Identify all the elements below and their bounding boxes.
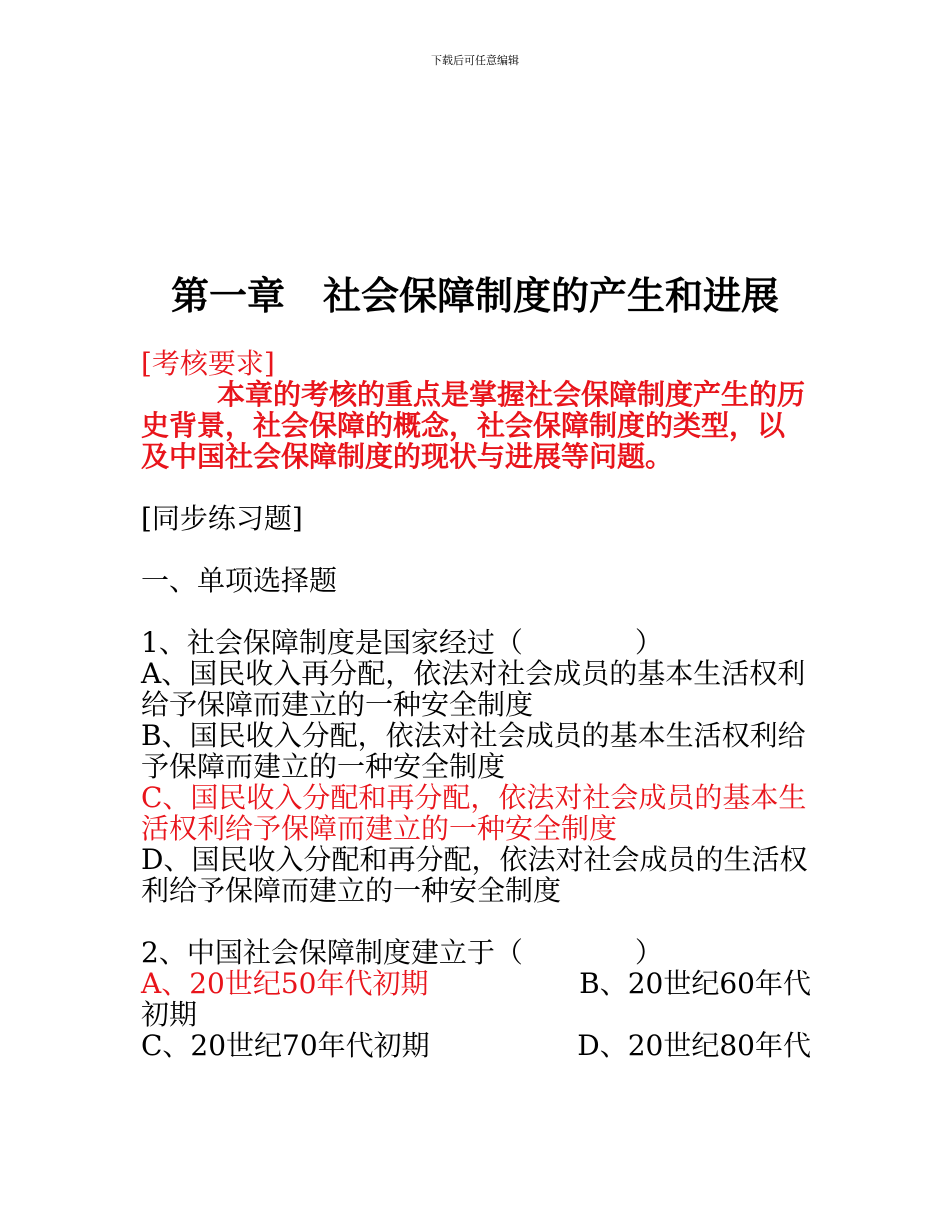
question-2-option-c: C、20世纪70年代初期 xyxy=(141,1029,430,1062)
section-heading: 一、单项选择题 xyxy=(141,564,338,597)
spacer xyxy=(141,596,811,627)
assessment-body: 本章的考核的重点是掌握社会保障制度产生的历史背景，社会保障的概念，社会保障制度的类型，以及中国社会保障制度的现状与进展等问题。 xyxy=(141,378,806,473)
spacer xyxy=(141,472,811,503)
header-note: 下载后可任意编辑 xyxy=(431,54,519,67)
question-2-option-b: B、20世纪60年代 xyxy=(579,967,811,1000)
question-1-option-c: C、国民收入分配和再分配，依法对社会成员的基本生活权利给予保障而建立的一种安全制度 xyxy=(141,781,807,845)
spacer xyxy=(141,906,811,937)
question-2-option-d: D、20世纪80年代 xyxy=(577,1029,811,1062)
exercises-heading: [同步练习题] xyxy=(141,502,303,535)
question-1-option-a: A、国民收入再分配，依法对社会成员的基本生活权利给予保障而建立的一种安全制度 xyxy=(141,657,806,721)
chapter-title: 第一章 社会保障制度的产生和进展 xyxy=(170,274,779,318)
spacer xyxy=(141,534,811,565)
question-2-option-row-cd xyxy=(141,1030,811,1061)
question-2-option-a: A、20世纪50年代初期 xyxy=(141,967,429,1000)
question-2-option-row-ab xyxy=(141,968,811,999)
document-body xyxy=(141,348,811,1061)
assessment-heading: [考核要求] xyxy=(141,347,275,380)
question-2-stem: 2、中国社会保障制度建立于（ ） xyxy=(141,936,663,969)
question-1-option-b: B、国民收入分配，依法对社会成员的基本生活权利给予保障而建立的一种安全制度 xyxy=(141,719,806,783)
question-2-option-b-continued: 初期 xyxy=(141,998,198,1031)
question-1-stem: 1、社会保障制度是国家经过（ ） xyxy=(141,626,663,659)
question-1-option-d: D、国民收入分配和再分配，依法对社会成员的生活权利给予保障而建立的一种安全制度 xyxy=(141,843,808,907)
